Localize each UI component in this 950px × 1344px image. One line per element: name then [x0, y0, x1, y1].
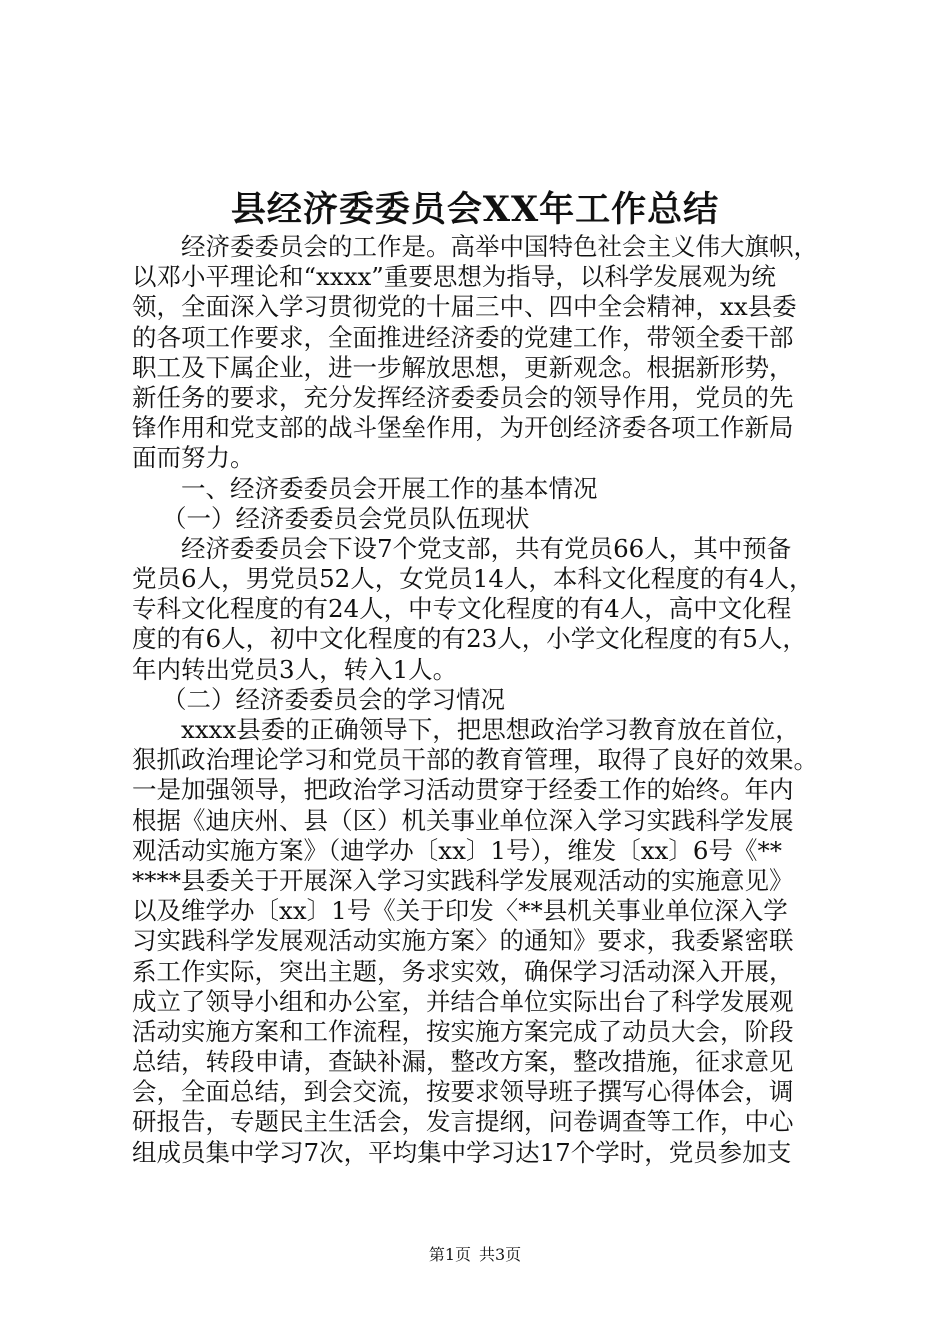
paragraph-line: 总结，转段申请，查缺补漏，整改方案，整改措施，征求意见: [132, 1047, 794, 1077]
section-heading: 一、经济委委员会开展工作的基本情况: [181, 473, 598, 503]
paragraph-line: 职工及下属企业，进一步解放思想，更新观念。根据新形势，: [132, 352, 794, 382]
paragraph-line: 成立了领导小组和办公室，并结合单位实际出台了科学发展观: [132, 986, 794, 1016]
paragraph-line: 党员6人，男党员52人，女党员14人，本科文化程度的有4人，: [132, 564, 814, 594]
paragraph-line: 会，全面总结，到会交流，按要求领导班子撰写心得体会，调: [132, 1077, 794, 1107]
paragraph-line: 的各项工作要求，全面推进经济委的党建工作，带领全委干部: [132, 322, 794, 352]
paragraph-line: 领，全面深入学习贯彻党的十届三中、四中全会精神，xx县委: [132, 292, 797, 322]
paragraph-line: 新任务的要求，充分发挥经济委委员会的领导作用，党员的先: [132, 382, 794, 412]
paragraph-line: 面而努力。: [132, 443, 255, 473]
paragraph-line: 研报告，专题民主生活会，发言提纲，问卷调查等工作，中心: [132, 1107, 794, 1137]
paragraph-line: 一是加强领导，把政治学习活动贯穿于经委工作的始终。年内: [132, 775, 794, 805]
paragraph-line: 系工作实际，突出主题，务求实效，确保学习活动深入开展，: [132, 956, 794, 986]
page-total: 共3页: [479, 1245, 522, 1264]
document-title: 县经济委委员会XX年工作总结: [230, 189, 720, 230]
paragraph-line: 狠抓政治理论学习和党员干部的教育管理，取得了良好的效果。: [132, 745, 818, 775]
page-footer: [0, 1244, 950, 1266]
paragraph-line: 根据《迪庆州、县（区）机关事业单位深入学习实践科学发展: [132, 805, 794, 835]
paragraph-line: 组成员集中学习7次，平均集中学习达17个学时，党员参加支: [132, 1137, 792, 1167]
paragraph-line: 观活动实施方案》（迪学办〔xx〕1号），维发〔xx〕6号《**: [132, 835, 782, 865]
paragraph-line: 年内转出党员3人，转入1人。: [132, 654, 458, 684]
paragraph-line: ****县委关于开展深入学习实践科学发展观活动的实施意见》: [132, 865, 794, 895]
paragraph-line: 习实践科学发展观活动实施方案〉的通知》要求，我委紧密联: [132, 926, 794, 956]
subsection-heading: （一）经济委委员会党员队伍现状: [162, 503, 530, 533]
paragraph-line: 活动实施方案和工作流程，按实施方案完成了动员大会，阶段: [132, 1016, 794, 1046]
paragraph-line: 专科文化程度的有24人，中专文化程度的有4人，高中文化程: [132, 594, 792, 624]
paragraph-line: xxxx县委的正确领导下，把思想政治学习教育放在首位，: [181, 715, 800, 744]
paragraph-line: 经济委委员会的工作是。高举中国特色社会主义伟大旗帜，: [181, 232, 818, 261]
paragraph-line: 经济委委员会下设7个党支部，共有党员66人，其中预备: [181, 533, 792, 563]
paragraph-line: 以及维学办〔xx〕1号《关于印发〈**县机关事业单位深入学: [132, 896, 788, 926]
paragraph-line: 度的有6人，初中文化程度的有23人，小学文化程度的有5人，: [132, 624, 807, 654]
paragraph-line: 以邓小平理论和“xxxx”重要思想为指导，以科学发展观为统: [132, 262, 776, 292]
page-number: 第1页: [428, 1245, 471, 1264]
subsection-heading: （二）经济委委员会的学习情况: [162, 684, 505, 714]
paragraph-line: 锋作用和党支部的战斗堡垒作用，为开创经济委各项工作新局: [132, 413, 794, 443]
document-body: [132, 232, 832, 1168]
